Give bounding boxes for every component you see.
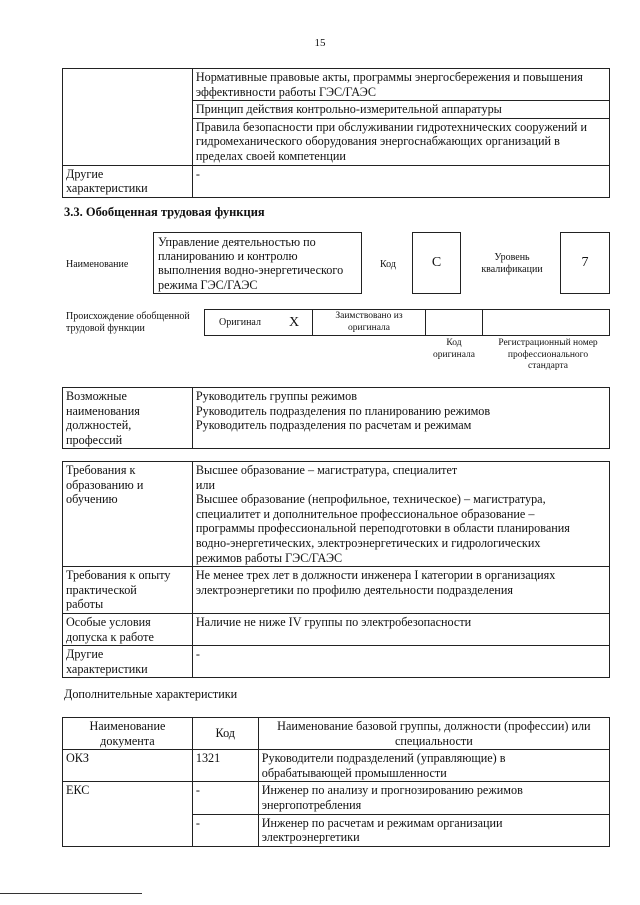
header-line: Наименование (89, 719, 166, 733)
cell-line: Наличие не ниже IV группы по электробезопасности (195, 614, 472, 629)
table-row (63, 750, 610, 782)
table-cell (192, 567, 609, 614)
original-mark: X (288, 315, 300, 330)
level-label (470, 252, 554, 276)
header-line: документа (100, 733, 155, 748)
cell-line: режимов работы ГЭС/ГАЭС (195, 550, 343, 565)
function-name-box (153, 232, 362, 294)
table-row (63, 613, 610, 645)
code-orig-line: оригинала (433, 349, 475, 360)
header-doc (63, 718, 193, 750)
code-orig-line: Код (446, 338, 462, 348)
label-line: наименования (66, 403, 140, 418)
label-line: должностей, (66, 418, 132, 433)
table-row (63, 388, 610, 449)
table-cell (192, 101, 609, 119)
borrowed-line: Заимствовано из (335, 311, 403, 321)
additional-table (62, 717, 610, 847)
label-line: Особые условия (66, 614, 151, 629)
label-line: характеристики (66, 181, 148, 196)
label-line: Другие (66, 647, 104, 662)
cell-line: Правила безопасности при обслуживании гидротехнических сооружений и (195, 119, 588, 134)
additional-heading: Дополнительные характеристики (64, 687, 238, 701)
label-line: обучению (66, 492, 118, 507)
origin-label-line: Происхождение обобщенной (66, 311, 190, 322)
footnote-divider (0, 893, 142, 894)
table-row (63, 462, 610, 567)
original-label: Оригинал (219, 317, 261, 328)
label-line: профессий (66, 432, 123, 447)
table-cell (192, 462, 609, 567)
name-line: режима ГЭС/ГАЭС (158, 277, 258, 292)
row-label (63, 567, 193, 614)
doc-cell: ЕКС (63, 782, 193, 846)
label-line: Возможные (66, 389, 127, 403)
cell-line: пределах своей компетенции (195, 148, 346, 163)
cell-line: Инженер по расчетам и режимам организации (261, 815, 503, 830)
borrowed-label (313, 311, 425, 334)
row-label (63, 613, 193, 645)
cell-line: Не менее трех лет в должности инженера I категории в организациях (195, 568, 556, 583)
cell-line: - (195, 166, 200, 181)
knowledge-table (62, 68, 610, 198)
page-number: 15 (314, 37, 326, 49)
cell-line: Нормативные правовые акты, программы энергосбережения и повышения (195, 70, 583, 84)
row-label (63, 646, 193, 678)
table-row (63, 165, 610, 197)
name-line: выполнения водно-энергетического (158, 263, 344, 278)
doc-cell: ОКЗ (63, 750, 193, 782)
table-cell (192, 646, 609, 678)
reg-num-line: профессионального (507, 349, 589, 360)
row-label (63, 165, 193, 197)
cell-line: электроэнергетики (261, 830, 360, 845)
label-line: практической (66, 582, 137, 597)
code-cell: 1321 (192, 750, 258, 782)
cell-line: Высшее образование – магистратура, специалитет (195, 463, 458, 477)
label-line: Требования к опыту (66, 568, 171, 583)
level-label-line: квалификации (481, 264, 543, 275)
code-original-label (426, 338, 482, 361)
table-cell (192, 69, 609, 101)
position-item: Руководитель подразделения по расчетам и режимам (195, 418, 472, 433)
label-line: Требования к (66, 463, 136, 477)
label-line: характеристики (66, 661, 148, 676)
table-row (63, 782, 610, 814)
name-cell (258, 750, 609, 782)
cell-line: или (195, 477, 216, 492)
section-heading: 3.3. Обобщенная трудовая функция (64, 205, 265, 219)
row-label (63, 388, 193, 449)
level-label-line: Уровень (494, 252, 530, 263)
row-label (63, 462, 193, 567)
cell-line: специалитет и дополнительное профессиональное образование – (195, 506, 535, 521)
divider (425, 309, 426, 336)
positions-table (62, 387, 610, 449)
cell-line: водно-энергетических, электроэнергетических и гидрологических (195, 535, 541, 550)
divider (482, 309, 483, 336)
position-item: Руководитель подразделения по планированию режимов (195, 403, 491, 418)
reg-num-line: стандарта (528, 361, 568, 371)
empty-label-cell (63, 69, 193, 166)
cell-line: гидромеханического оборудования энергоснабжающих организаций в (195, 134, 560, 149)
cell-line: программы профессиональной переподготовки в области планирования (195, 521, 570, 536)
origin-label (66, 311, 190, 335)
table-cell (192, 165, 609, 197)
cell-line: Руководители подразделений (управляющие) в (261, 751, 506, 766)
name-cell (258, 782, 609, 814)
label-line: допуска к работе (66, 629, 154, 644)
table-row (63, 69, 610, 101)
header-line: специальности (395, 733, 473, 748)
cell-line: Инженер по анализу и прогнозированию режимов (261, 783, 523, 798)
label-line: Другие (66, 166, 104, 181)
cell-line: обрабатывающей промышленности (261, 765, 447, 780)
code-label: Код (380, 259, 396, 270)
table-cell (192, 118, 609, 165)
origin-label-line: трудовой функции (66, 323, 145, 334)
label-line: образованию и (66, 477, 144, 492)
table-row (63, 567, 610, 614)
code-cell: - (192, 782, 258, 814)
cell-line: эффективности работы ГЭС/ГАЭС (195, 84, 376, 99)
cell-line: Высшее образование (непрофильное, техническое) – магистратура, (195, 492, 546, 507)
cell-line: электроэнергетики по профилю деятельности подразделения (195, 582, 513, 597)
code-cell: - (192, 814, 258, 846)
header-name (258, 718, 609, 750)
table-cell (192, 388, 609, 449)
cell-line: энергопотребления (261, 797, 362, 812)
label-line: работы (66, 597, 104, 612)
name-cell (258, 814, 609, 846)
name-line: планированию и контролю (158, 249, 298, 264)
name-label: Наименование (66, 259, 129, 270)
code-value-box: С (412, 232, 461, 294)
cell-line: - (195, 647, 200, 662)
borrowed-line: оригинала (348, 322, 390, 333)
requirements-table (62, 461, 610, 678)
cell-line: Принцип действия контрольно-измерительной аппаратуры (195, 102, 502, 117)
registration-number-label (486, 338, 610, 373)
header-line: Наименование базовой группы, должности (профессии) или (277, 719, 591, 733)
position-item: Руководитель группы режимов (195, 389, 357, 403)
header-code: Код (192, 718, 258, 750)
reg-num-line: Регистрационный номер (498, 338, 598, 348)
table-cell (192, 613, 609, 645)
table-row (63, 646, 610, 678)
table-header-row (63, 718, 610, 750)
name-line: Управление деятельностью по (158, 235, 316, 249)
level-value-box: 7 (560, 232, 610, 294)
